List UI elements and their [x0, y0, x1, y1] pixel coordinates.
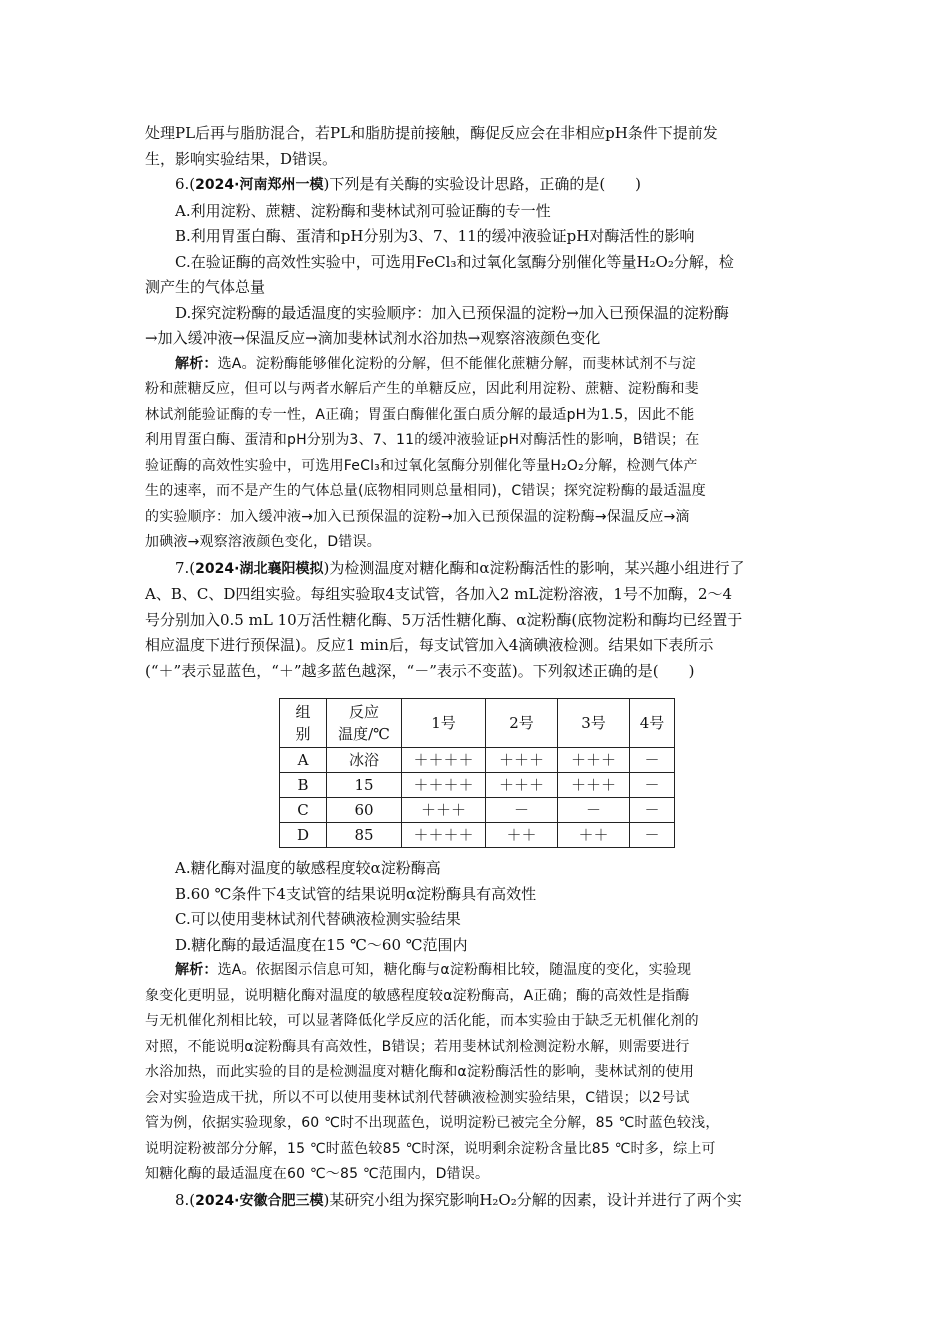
analysis-line: 的实验顺序：加入缓冲液→加入已预保温的淀粉→加入已预保温的淀粉酶→保温反应→滴	[145, 508, 690, 525]
table-cell: 冰浴	[327, 748, 402, 773]
analysis-line: 粉和蔗糖反应，但可以与两者水解后产生的单糖反应，因此利用淀粉、蔗糖、淀粉酶和斐	[145, 381, 699, 397]
analysis-line: 管为例，依据实验现象，60 ℃时不出现蓝色，说明淀粉已被完全分解，85 ℃时蓝色较浅，	[145, 1115, 720, 1131]
results-table	[279, 698, 675, 848]
table-row	[280, 748, 675, 773]
analysis-line: 对照，不能说明α淀粉酶具有高效性，B错误；若用斐林试剂检测淀粉水解，则需要进行	[145, 1038, 690, 1055]
option-c: C.可以使用斐林试剂代替碘液检测实验结果	[175, 910, 461, 928]
option-d: D.糖化酶的最适温度在15 ℃～60 ℃范围内	[175, 935, 468, 954]
table-cell: ＋＋＋＋	[402, 823, 486, 848]
table-header-row	[280, 699, 675, 748]
option-a: A.糖化酶对温度的敏感程度较α淀粉酶高	[175, 859, 441, 877]
table-cell: ＋＋＋＋	[402, 773, 486, 798]
table-cell: ＋＋	[486, 823, 558, 848]
option-d-cont: →加入缓冲液→保温反应→滴加斐林试剂水浴加热→观察溶液颜色变化	[145, 329, 601, 347]
analysis-line: 生的速率，而不是产生的气体总量(底物相同则总量相同)，C错误；探究淀粉酶的最适温度	[145, 483, 706, 499]
analysis-line: 验证酶的高效性实验中，可选用FeCl₃和过氧化氢酶分别催化等量H₂O₂分解，检测气体产	[145, 457, 698, 474]
analysis-line: 林试剂能验证酶的专一性，A正确；胃蛋白酶催化蛋白质分解的最适pH为1.5，因此不能	[145, 406, 695, 423]
intro-line: 处理PL后再与脂肪混合，若PL和脂肪提前接触，酶促反应会在非相应pH条件下提前发	[145, 124, 718, 142]
stem-line: 号分别加入0.5 mL 10万活性糖化酶、5万活性糖化酶、α淀粉酶(底物淀粉和酶均已经置于	[145, 610, 743, 629]
option-c-cont: 测产生的气体总量	[145, 278, 266, 296]
table-cell: ＋＋＋	[486, 773, 558, 798]
analysis-line: 水浴加热，而此实验的目的是检测温度对糖化酶和α淀粉酶活性的影响，斐林试剂的使用	[145, 1064, 695, 1080]
option-d: D.探究淀粉酶的最适温度的实验顺序：加入已预保温的淀粉→加入已预保温的淀粉酶	[175, 303, 729, 322]
analysis-line: 利用胃蛋白酶、蛋清和pH分别为3、7、11的缓冲液验证pH对酶活性的影响，B错误；在	[145, 432, 700, 448]
document-body	[145, 121, 807, 1214]
option-a: A.利用淀粉、蔗糖、淀粉酶和斐林试剂可验证酶的专一性	[175, 201, 551, 220]
table-header-cell: 2号	[486, 699, 558, 748]
table-cell: A	[280, 748, 327, 773]
table-cell: －	[630, 773, 675, 798]
table-cell: 60	[327, 798, 402, 823]
table-cell: 15	[327, 773, 402, 798]
question-6-source: 2024·河南郑州一模	[195, 177, 324, 193]
table-cell: D	[280, 823, 327, 848]
stem-line: A、B、C、D四组实验。每组实验取4支试管，各加入2 mL淀粉溶液，1号不加酶，2～4	[145, 585, 733, 603]
table-row	[280, 798, 675, 823]
table-cell: －	[486, 798, 558, 823]
table-cell: ＋＋＋	[558, 773, 630, 798]
table-cell: ＋＋＋	[486, 748, 558, 773]
question-8-stem: 8.(2024·安徽合肥三模)某研究小组为探究影响H₂O₂分解的因素，设计并进行了两个实	[175, 1190, 742, 1209]
question-7-stem: 7.(2024·湖北襄阳模拟)为检测温度对糖化酶和α淀粉酶活性的影响，某兴趣小组进行了	[175, 558, 745, 577]
analysis-label: 解析：	[175, 355, 218, 372]
option-b: B.利用胃蛋白酶、蛋清和pH分别为3、7、11的缓冲液验证pH对酶活性的影响	[175, 227, 695, 245]
table-cell: －	[558, 798, 630, 823]
table-header-cell: 4号	[630, 699, 675, 748]
question-7-source: 2024·湖北襄阳模拟	[195, 560, 324, 577]
option-c: C.在验证酶的高效性实验中，可选用FeCl₃和过氧化氢酶分别催化等量H₂O₂分解，检	[175, 252, 734, 271]
table-cell: ＋＋＋	[402, 798, 486, 823]
analysis-line: 知糖化酶的最适温度在60 ℃～85 ℃范围内，D错误。	[145, 1166, 490, 1182]
question-6-stem: 6.(2024·河南郑州一模)下列是有关酶的实验设计思路，正确的是( )	[175, 175, 642, 193]
table-row	[280, 823, 675, 848]
question-6-analysis: 解析：选A。淀粉酶能够催化淀粉的分解，但不能催化蔗糖分解，而斐林试剂不与淀	[175, 355, 696, 372]
analysis-label: 解析：	[175, 962, 218, 978]
table-cell: －	[630, 748, 675, 773]
question-7-analysis: 解析：选A。依据图示信息可知，糖化酶与α淀粉酶相比较，随温度的变化，实验现	[175, 962, 692, 978]
analysis-line: 说明淀粉被部分分解，15 ℃时蓝色较85 ℃时深，说明剩余淀粉含量比85 ℃时多，综上可	[145, 1140, 716, 1157]
table-header-cell: 3号	[558, 699, 630, 748]
stem-line: (“＋”表示显蓝色，“＋”越多蓝色越深，“－”表示不变蓝)。下列叙述正确的是( )	[145, 661, 695, 680]
analysis-line: 与无机催化剂相比较，可以显著降低化学反应的活化能，而本实验由于缺乏无机催化剂的	[145, 1013, 699, 1029]
table-cell: ＋＋＋＋	[402, 748, 486, 773]
analysis-line: 加碘液→观察溶液颜色变化，D错误。	[145, 534, 381, 550]
table-cell: ＋＋	[558, 823, 630, 848]
table-cell: －	[630, 798, 675, 823]
table-header-cell: 1号	[402, 699, 486, 748]
table-header-cell: 反应 温度/℃	[327, 699, 402, 748]
table-cell: ＋＋＋	[558, 748, 630, 773]
table-cell: 85	[327, 823, 402, 848]
table-cell: －	[630, 823, 675, 848]
analysis-line: 会对实验造成干扰，所以不可以使用斐林试剂代替碘液检测实验结果，C错误；以2号试	[145, 1089, 690, 1106]
analysis-line: 象变化更明显，说明糖化酶对温度的敏感程度较α淀粉酶高，A正确；酶的高效性是指酶	[145, 987, 690, 1004]
results-table-wrap	[145, 684, 807, 856]
intro-line: 生，影响实验结果，D错误。	[145, 149, 338, 168]
table-row	[280, 773, 675, 798]
table-header-cell: 组 别	[280, 699, 327, 748]
option-b: B.60 ℃条件下4支试管的结果说明α淀粉酶具有高效性	[175, 884, 537, 903]
table-cell: C	[280, 798, 327, 823]
table-cell: B	[280, 773, 327, 798]
question-8-source: 2024·安徽合肥三模	[195, 1192, 324, 1209]
stem-line: 相应温度下进行预保温)。反应1 min后，每支试管加入4滴碘液检测。结果如下表所示	[145, 636, 714, 654]
